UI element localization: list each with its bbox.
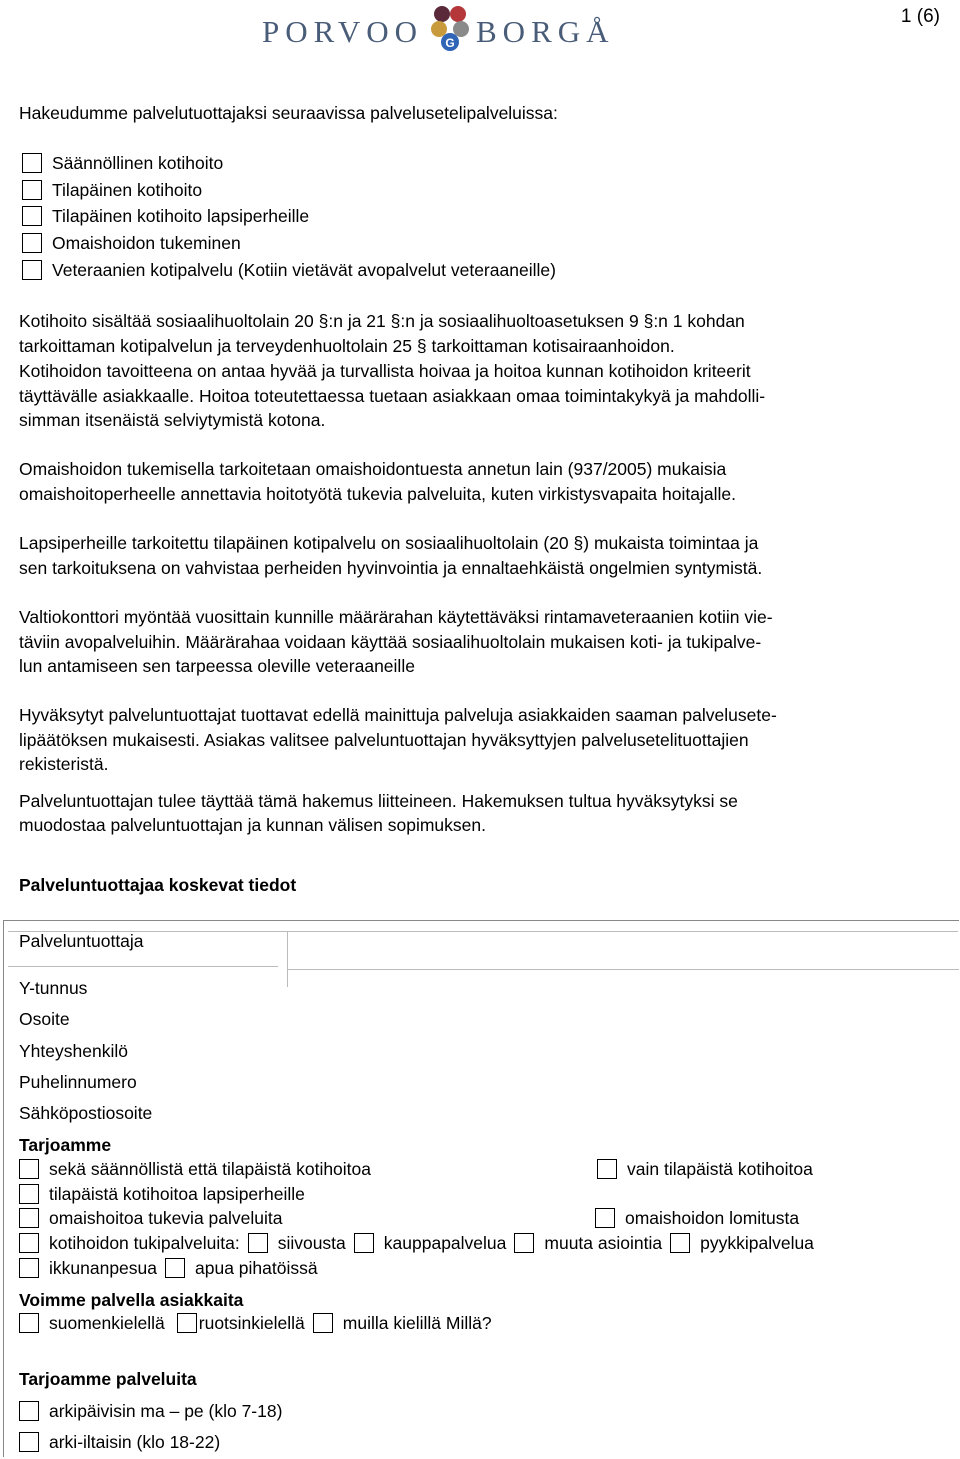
paragraph-line: rekisteristä. [19,754,109,774]
offer-label: omaishoidon lomitusta [625,1208,800,1228]
paragraph-line: omaishoitoperheelle annettavia hoitotyötä tukevia palveluita, kuten virkistysvapaita hoitajalle. [19,484,736,504]
paragraph-line: Omaishoidon tukemisella tarkoitetaan omaishoidontuesta annetun lain (937/2005) mukaisia [19,459,727,479]
field-label-contact-person: Yhteyshenkilö [19,1041,128,1061]
time-option[interactable] [19,1430,220,1454]
paragraph-line: simman itsenäistä selviytymistä kotona. [19,410,326,430]
checkbox[interactable] [22,153,42,173]
paragraph-line: sen tarkoituksena on vahvistaa perheiden hyvinvointia ja ennaltaehkäistä ongelmien syntymistä. [19,558,763,578]
checkbox[interactable] [19,1258,39,1278]
service-checkbox-row[interactable] [22,178,202,202]
checkbox[interactable] [177,1313,197,1333]
checkbox[interactable] [514,1233,534,1253]
language-label: suomenkielellä [49,1313,165,1333]
provider-name-field[interactable] [287,931,960,987]
offer-label: pyykkipalvelua [700,1233,814,1253]
offer-label: siivousta [277,1233,346,1253]
service-label: Omaishoidon tukeminen [52,233,241,253]
offer-label: omaishoitoa tukevia palveluita [49,1208,283,1228]
checkbox[interactable] [19,1432,39,1452]
paragraph-line: täyttävälle asiakkaalle. Hoitoa toteutettaessa tuetaan asiakkaan omaa toimintakykyä ja mahdolli- [19,386,766,406]
logo-emblem-icon [428,4,472,52]
offer-label: apua pihatöissä [195,1258,318,1278]
language-label: muilla kielillä Millä? [342,1313,492,1333]
checkbox[interactable] [22,180,42,200]
paragraph-line: lipäätöksen mukaisesti. Asiakas valitsee palveluntuottajan hyväksyttyjen palvelusetelituottajien [19,730,749,750]
checkbox[interactable] [19,1184,39,1204]
paragraph-line: lun antamiseen sen tarpeessa oleville veteraaneille [19,656,415,676]
service-label: Tilapäinen kotihoito lapsiperheille [52,206,310,226]
offer-support-services-row [19,1231,814,1255]
checkbox[interactable] [22,206,42,226]
time-label: arki-iltaisin (klo 18-22) [49,1432,221,1452]
page-number: 1 (6) [900,6,940,27]
offer-option[interactable] [19,1157,371,1181]
paragraph-line: Lapsiperheille tarkoitettu tilapäinen kotipalvelu on sosiaalihuoltolain (20 §) mukaista toimintaa ja [19,533,759,553]
intro-text: Hakeudumme palvelutuottajaksi seuraavissa palvelusetelipalveluissa: [19,103,558,123]
service-checkbox-row[interactable] [22,231,241,255]
offer-label: muuta asiointia [544,1233,663,1253]
offer-label: kauppapalvelua [383,1233,507,1253]
checkbox[interactable] [597,1159,617,1179]
offer-extra-row [19,1256,318,1280]
offer-option[interactable] [19,1182,305,1206]
field-label-phone: Puhelinnumero [19,1072,137,1092]
checkbox[interactable] [22,233,42,253]
offer-label: kotihoidon tukipalveluita: [49,1233,240,1253]
paragraph-line: tarkoittaman kotipalvelun ja terveydenhuoltolain 25 § tarkoittaman kotisairaanhoidon. [19,336,675,356]
field-label-address: Osoite [19,1009,70,1029]
checkbox[interactable] [670,1233,690,1253]
checkbox[interactable] [248,1233,268,1253]
checkbox[interactable] [19,1313,39,1333]
checkbox[interactable] [595,1208,615,1228]
offer-option[interactable] [19,1206,282,1230]
checkbox[interactable] [19,1208,39,1228]
checkbox[interactable] [19,1159,39,1179]
checkbox[interactable] [354,1233,374,1253]
offer-label: sekä säännöllistä että tilapäistä kotihoitoa [49,1159,372,1179]
offer-label: vain tilapäistä kotihoitoa [627,1159,813,1179]
checkbox[interactable] [165,1258,185,1278]
field-label-provider: Palveluntuottaja [19,931,144,951]
times-title: Tarjoamme palveluita [19,1369,197,1389]
svg-text:G: G [445,36,455,50]
offer-option[interactable] [595,1206,799,1230]
languages-row [19,1311,492,1335]
service-label: Tilapäinen kotihoito [52,180,203,200]
offer-label: ikkunanpesua [49,1258,157,1278]
checkbox[interactable] [22,260,42,280]
service-label: Veteraanien kotipalvelu (Kotiin vietävät avopalvelut veteraaneille) [52,260,556,280]
paragraph-line: Kotihoidon tavoitteena on antaa hyvää ja turvallista hoivaa ja hoitoa kunnan kotihoidon kriteerit [19,361,751,381]
paragraph-line: täviin avopalveluihin. Määrärahaa voidaan käyttää sosiaalihuoltolain mukaisen koti- ja tukipalve- [19,632,762,652]
section-title: Palveluntuottajaa koskevat tiedot [19,875,297,895]
service-checkbox-row[interactable] [22,151,223,175]
logo-text-borga: BORGÅ [476,14,615,49]
paragraph-line: Hyväksytyt palveluntuottajat tuottavat edellä mainittuja palveluja asiakkaiden saaman palvelusete- [19,705,777,725]
checkbox[interactable] [313,1313,333,1333]
checkbox[interactable] [19,1401,39,1421]
service-checkbox-row[interactable] [22,204,309,228]
field-label-email: Sähköpostiosoite [19,1103,153,1123]
logo-text-porvoo: PORVOO [262,14,423,49]
language-label: ruotsinkielellä [198,1313,305,1333]
time-label: arkipäivisin ma – pe (klo 7-18) [49,1401,283,1421]
paragraph-line: Palveluntuottajan tulee täyttää tämä hakemus liitteineen. Hakemuksen tultua hyväksytyksi se [19,791,738,811]
offer-option[interactable] [597,1157,813,1181]
paragraph-line: Valtiokonttori myöntää vuosittain kunnille määrärahan käytettäväksi rintamaveteraanien kotiin vie- [19,607,773,627]
paragraph-line: muodostaa palveluntuottajan ja kunnan välisen sopimuksen. [19,815,486,835]
offer-label: tilapäistä kotihoitoa lapsiperheille [49,1184,305,1204]
service-checkbox-row[interactable] [22,258,556,282]
checkbox[interactable] [19,1233,39,1253]
porvoo-borga-logo [262,4,622,52]
service-label: Säännöllinen kotihoito [52,153,224,173]
field-label-business-id: Y-tunnus [19,978,88,998]
offer-title: Tarjoamme [19,1135,112,1155]
paragraph-line: Kotihoito sisältää sosiaalihuoltolain 20 §:n ja 21 §:n ja sosiaalihuoltoasetuksen 9 §:n 1 kohdan [19,311,745,331]
languages-title: Voimme palvella asiakkaita [19,1290,244,1310]
time-option[interactable] [19,1399,282,1423]
